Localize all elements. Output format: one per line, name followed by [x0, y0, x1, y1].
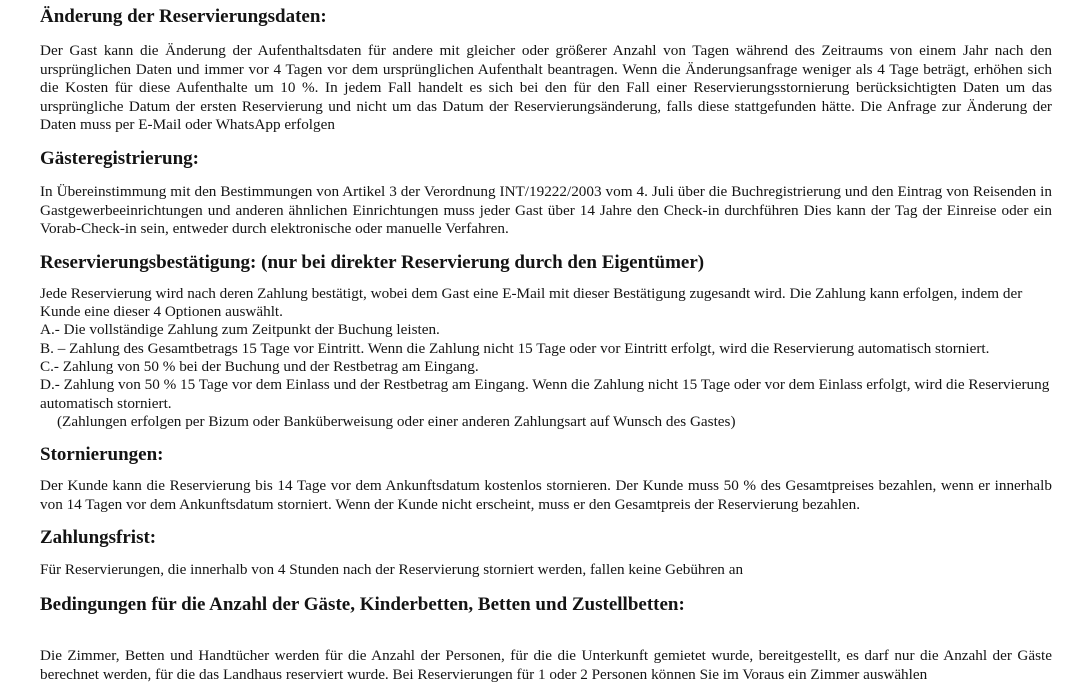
payment-note: (Zahlungen erfolgen per Bizum oder Banküberweisung oder einer anderen Zahlungsart auf Wunsch des Gastes)	[57, 412, 736, 430]
section-heading-aenderung: Änderung der Reservierungsdaten:	[40, 6, 327, 27]
section-text-bedingungen: Die Zimmer, Betten und Handtücher werden für die Anzahl der Personen, für die die Unterkunft gemietet wurde, bereitgestellt, es darf nur die Anzahl der Gäste berechnet werden, für die das Landhaus reserviert wurde. Bei Reservierungen für 1 oder 2 Personen können Sie im Voraus ein Zimmer auswählen	[40, 646, 1052, 683]
payment-option-a: A.- Die vollständige Zahlung zum Zeitpunkt der Buchung leisten.	[40, 321, 440, 339]
section-text-reservierungsbestaetigung	[40, 285, 1052, 431]
payment-option-d: D.- Zahlung von 50 % 15 Tage vor dem Einlass und der Restbetrag am Eingang. Wenn die Zahlung nicht 15 Tage oder vor dem Einlass erfolgt, wird die Reservierung automatisch storniert.	[40, 376, 1050, 412]
section-heading-reservierungsbestaetigung: Reservierungsbestätigung: (nur bei direkter Reservierung durch den Eigentümer)	[40, 251, 705, 273]
payment-option-b: B. – Zahlung des Gesamtbetrags 15 Tage vor Eintritt. Wenn die Zahlung nicht 15 Tage oder vor Eintritt erfolgt, wird die Reservierung automatisch storniert.	[40, 339, 990, 357]
section-heading-zahlungsfrist: Zahlungsfrist:	[40, 527, 157, 549]
payment-option-c: C.- Zahlung von 50 % bei der Buchung und der Restbetrag am Eingang.	[40, 357, 479, 375]
section-heading-bedingungen: Bedingungen für die Anzahl der Gäste, Kinderbetten, Betten und Zustellbetten:	[40, 593, 685, 615]
section-heading-gaesteregistrierung: Gästeregistrierung:	[40, 147, 199, 169]
section-text-zahlungsfrist: Für Reservierungen, die innerhalb von 4 Stunden nach der Reservierung storniert werden, fallen keine Gebühren an	[40, 561, 744, 579]
section-text-stornierungen: Der Kunde kann die Reservierung bis 14 Tage vor dem Ankunftsdatum kostenlos stornieren. Der Kunde muss 50 % des Gesamtpreises bezahlen, wenn er innerhalb von 14 Tagen vor dem Ankunftsdatum storniert. Wenn der Kunde nicht erscheint, muss er den Gesamtpreis der Reservierung bezahlen.	[40, 477, 1052, 513]
section-heading-stornierungen: Stornierungen:	[40, 444, 164, 466]
section-text-aenderung: Der Gast kann die Änderung der Aufenthaltsdaten für andere mit gleicher oder größerer Anzahl von Tagen während des Zeitraums von einem Jahr nach den ursprünglichen Daten und immer vor 4 Tagen vor dem ursprünglichen Aufenthalt beantragen. Wenn die Änderungsanfrage weniger als 4 Tage beträgt, erhöhen sich die Kosten für diese Aufenthalte um 10 %. In jedem Fall handelt es sich bei den für den Fall einer Reservierungsstornierung berücksichtigten Daten um das ursprüngliche Datum der ersten Reservierung und nicht um das Datum der Reservierungsänderung, falls diese stattgefunden hätte. Die Anfrage zur Änderung der Daten muss per E-Mail oder WhatsApp erfolgen	[40, 42, 1052, 134]
payment-intro: Jede Reservierung wird nach deren Zahlung bestätigt, wobei dem Gast eine E-Mail mit dieser Bestätigung zugesandt wird. Die Zahlung kann erfolgen, indem der Kunde eine dieser 4 Optionen auswählt.	[40, 284, 1023, 321]
section-text-gaesteregistrierung: In Übereinstimmung mit den Bestimmungen von Artikel 3 der Verordnung INT/19222/2003 vom 4. Juli über die Buchregistrierung und den Eintrag von Reisenden in Gastgewerbeeinrichtungen und anderen ähnlichen Einrichtungen muss jeder Gast über 14 Jahre den Check-in durchführen Dies kann der Tag der Einreise oder ein Vorab-Check-in sein, entweder durch elektronische oder manuelle Verfahren.	[40, 182, 1052, 238]
document-page	[40, 0, 1052, 684]
